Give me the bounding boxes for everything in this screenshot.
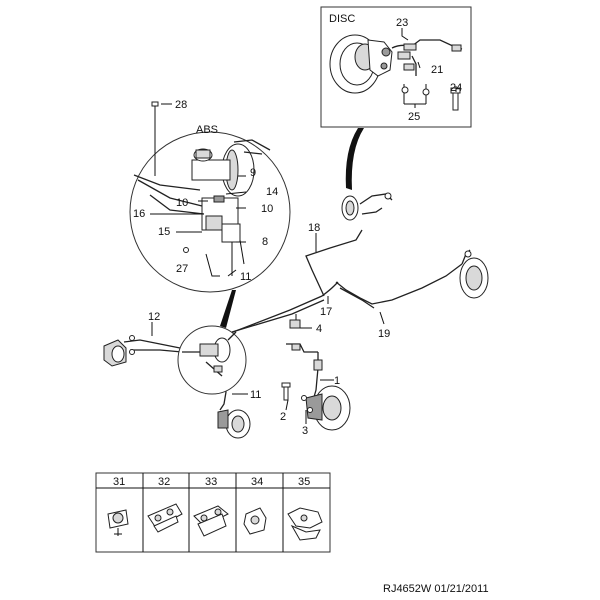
diagram-code: RJ4652W 01/21/2011 bbox=[383, 583, 489, 595]
callout-14: 14 bbox=[266, 186, 279, 198]
abs-label: ABS bbox=[196, 124, 219, 136]
callout-17: 17 bbox=[320, 306, 333, 318]
disc-inset bbox=[321, 7, 471, 127]
rear-right-brake-icon bbox=[460, 250, 488, 298]
callout-19: 19 bbox=[378, 328, 391, 340]
clip-header-35: 35 bbox=[298, 476, 311, 488]
callout-25: 25 bbox=[408, 111, 421, 123]
callout-15: 15 bbox=[158, 226, 171, 238]
clip-header-33: 33 bbox=[205, 476, 218, 488]
callout-16: 16 bbox=[133, 208, 146, 220]
callout-1: 1 bbox=[334, 375, 341, 387]
abs-inset bbox=[130, 124, 290, 292]
callout-10-left: 10 bbox=[176, 197, 189, 209]
callout-8: 8 bbox=[262, 236, 269, 248]
callout-27: 27 bbox=[176, 263, 189, 275]
callout-28: 28 bbox=[175, 99, 188, 111]
callout-23: 23 bbox=[396, 17, 409, 29]
abs-inset-pointer bbox=[220, 290, 236, 328]
callout-24: 24 bbox=[450, 82, 463, 94]
disc-label: DISC bbox=[329, 13, 356, 25]
callout-3: 3 bbox=[302, 425, 309, 437]
callout-10-right: 10 bbox=[261, 203, 274, 215]
abs-location-inset bbox=[178, 326, 246, 394]
disc-inset-pointer bbox=[346, 128, 364, 190]
callout-21: 21 bbox=[431, 64, 444, 76]
clip-header-31: 31 bbox=[113, 476, 126, 488]
front-left-disc-icon bbox=[218, 410, 250, 438]
abs-location-frame bbox=[178, 326, 246, 394]
callout-11-top: 11 bbox=[240, 271, 252, 283]
clip-header-34: 34 bbox=[251, 476, 264, 488]
callout-4: 4 bbox=[316, 323, 323, 335]
front-right-disc-icon bbox=[306, 386, 350, 430]
callout-18: 18 bbox=[308, 222, 321, 234]
callout-11-bottom: 11 bbox=[250, 389, 262, 401]
clips-table bbox=[96, 473, 330, 552]
callout-12: 12 bbox=[148, 311, 161, 323]
callout-9: 9 bbox=[250, 167, 257, 179]
callout-2: 2 bbox=[280, 411, 287, 423]
clip-header-32: 32 bbox=[158, 476, 171, 488]
rear-left-caliper-icon bbox=[342, 193, 392, 220]
front-left-caliper-icon bbox=[104, 336, 135, 367]
